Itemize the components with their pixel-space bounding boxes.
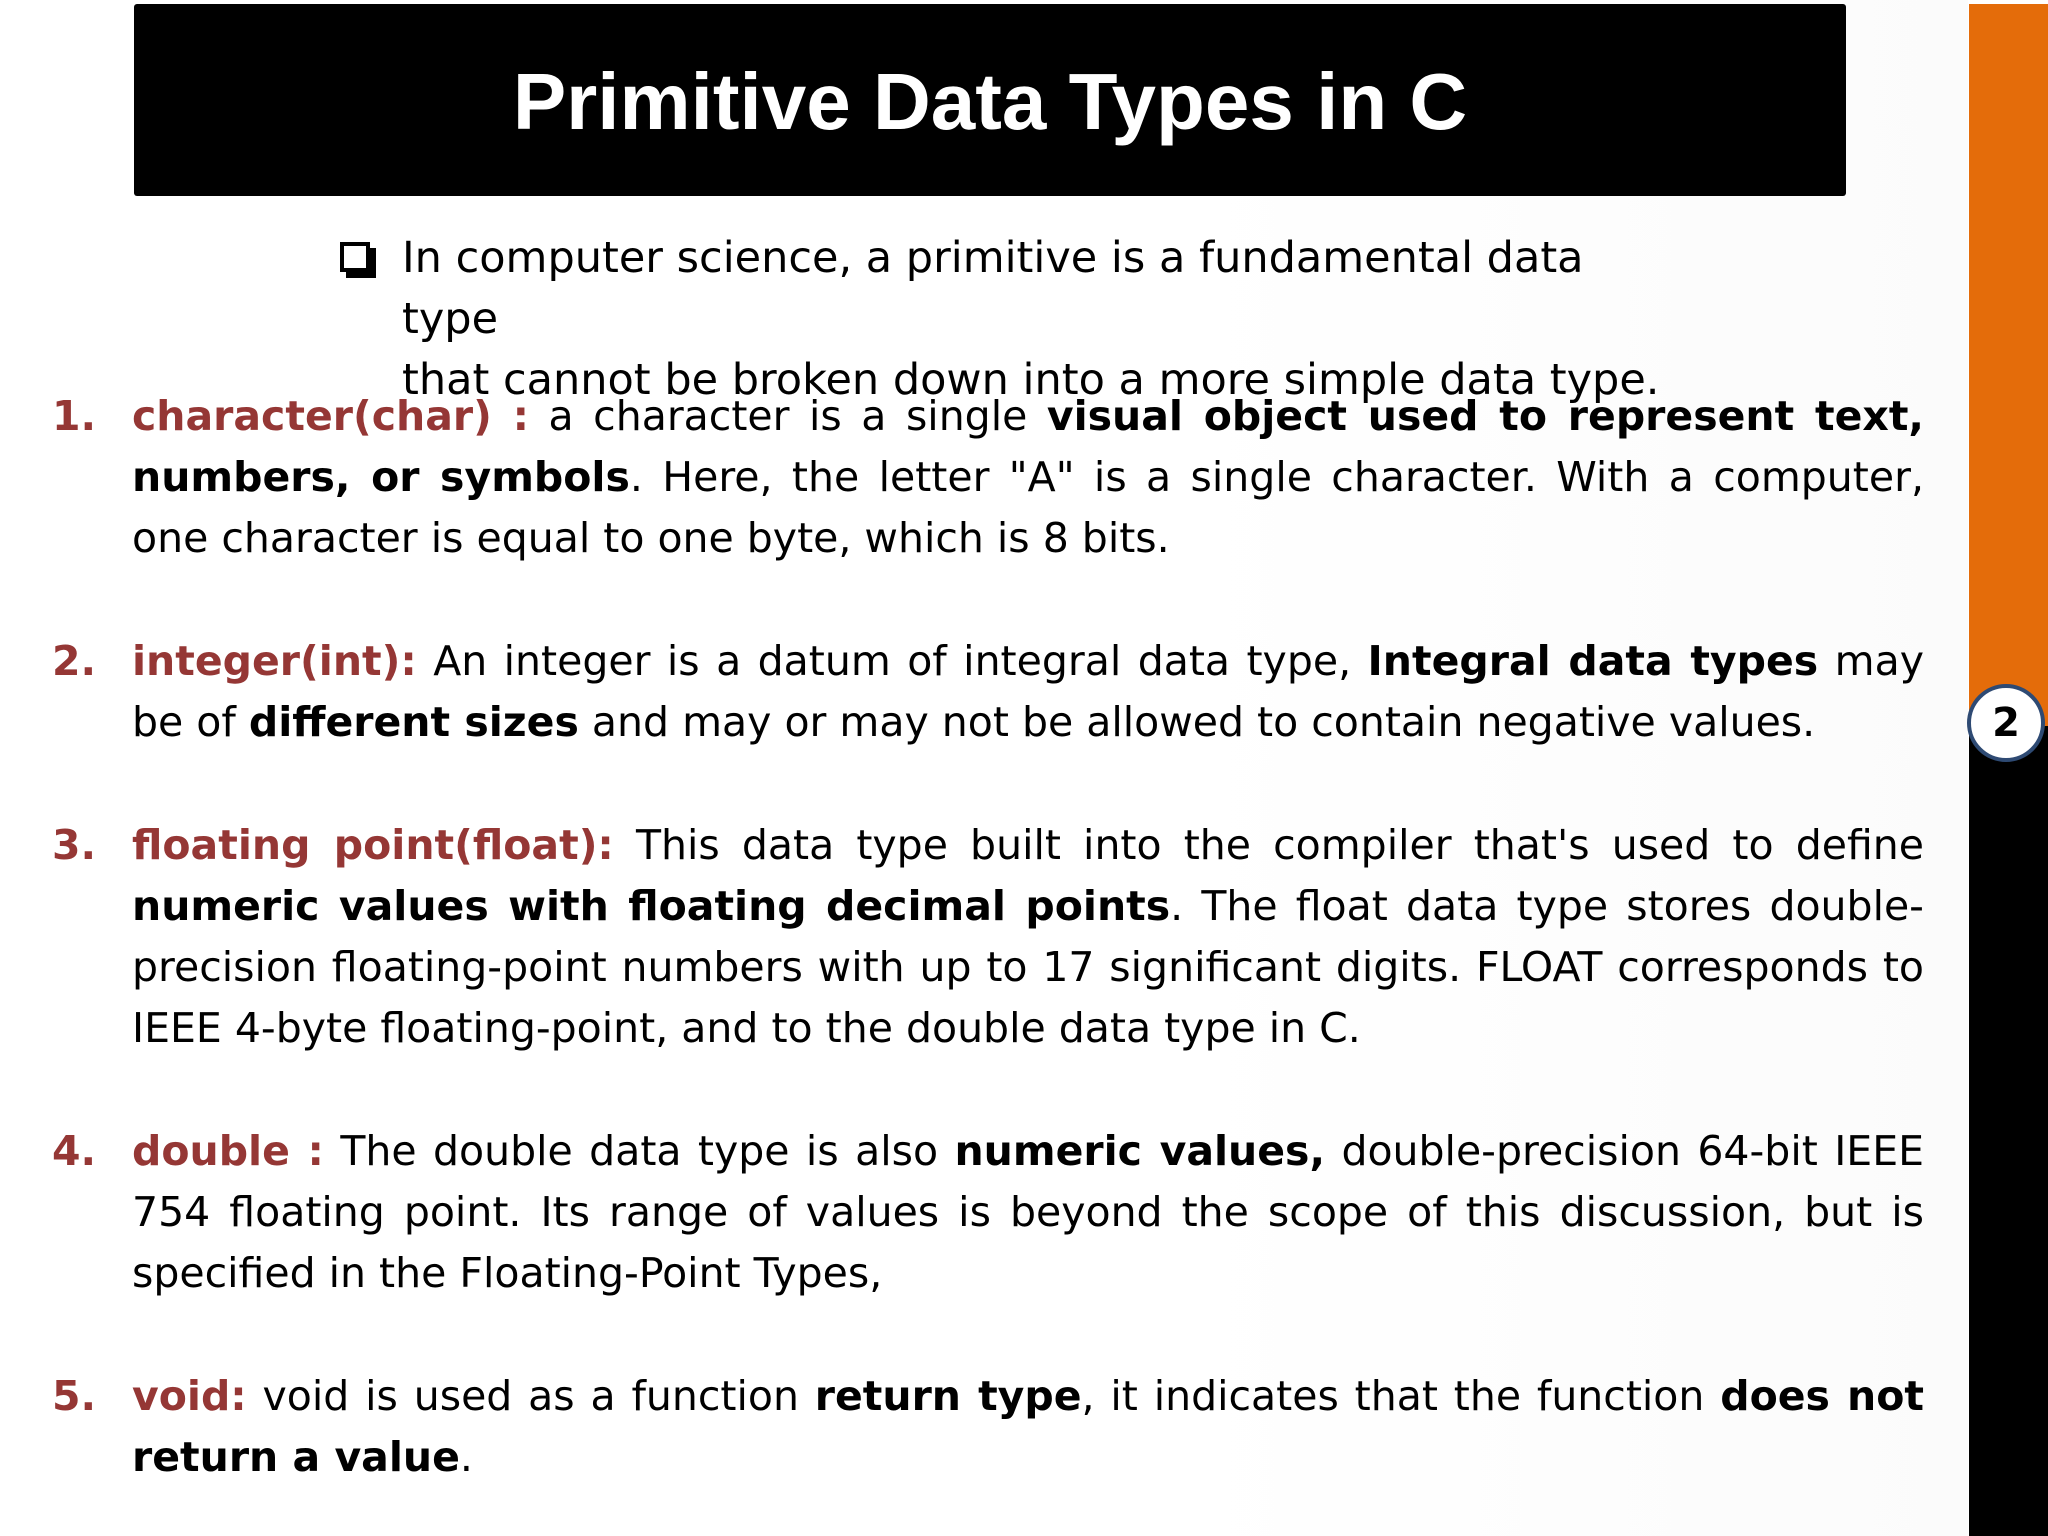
text-segment: and may or may not be allowed to contain negative values.: [578, 698, 1816, 746]
bold-segment: visual object used to represent text, numbers, or symbols: [132, 392, 1924, 501]
intro-line-2: that cannot be broken down into a more simple data type.: [402, 355, 1660, 405]
item-term: void:: [132, 1372, 247, 1420]
page-number: 2: [1992, 700, 2020, 746]
page-number-badge: [1967, 684, 2045, 762]
item-description: [132, 1121, 1924, 1304]
item-number: 4.: [52, 1127, 97, 1175]
list-item-int: [52, 631, 1924, 753]
intro-bullet: [340, 228, 1670, 411]
item-term: character(char) :: [132, 392, 529, 440]
bold-segment: different sizes: [248, 698, 579, 746]
intro-text: [402, 228, 1670, 411]
item-description: [132, 631, 1924, 753]
list-item-char: [52, 386, 1924, 569]
intro-line-1: In computer science, a primitive is a fundamental data type: [402, 233, 1584, 344]
item-number: 1.: [52, 392, 97, 440]
item-number: 2.: [52, 637, 97, 685]
text-segment: An integer is a datum of integral data type,: [416, 637, 1368, 685]
item-term: floating point(float):: [132, 821, 614, 869]
text-segment: double-precision 64-bit IEEE 754 floating point. Its range of values is beyond the scope of this discussion, but is specified in the Floating-Point Types,: [132, 1127, 1925, 1297]
bold-segment: numeric values,: [954, 1127, 1326, 1175]
side-band-black: [1969, 726, 2048, 1536]
item-term: double :: [132, 1127, 324, 1175]
text-segment: . Here, the letter "A" is a single character. With a computer, one character is equal to one byte, which is 8 bits.: [132, 453, 1924, 562]
list-item-float: [52, 815, 1924, 1059]
item-number: 3.: [52, 821, 97, 869]
title-bar: [134, 4, 1846, 196]
bold-segment: does not return a value: [132, 1372, 1924, 1481]
side-band-orange: [1969, 4, 2048, 726]
item-number: 5.: [52, 1372, 97, 1420]
text-segment: . The float data type stores double-precision floating-point numbers with up to 17 significant digits. FLOAT corresponds to IEEE 4-byte floating-point, and to the double data type in C.: [132, 882, 1924, 1052]
text-segment: .: [459, 1433, 473, 1481]
item-term: integer(int):: [132, 637, 417, 685]
list-item-void: [52, 1366, 1924, 1488]
text-segment: void is used as a function: [246, 1372, 815, 1420]
text-segment: a character is a single: [529, 392, 1047, 440]
item-description: [132, 386, 1924, 569]
bold-segment: Integral data types: [1367, 637, 1819, 685]
text-segment: , it indicates that the function: [1081, 1372, 1721, 1420]
checkbox-bullet-icon: [340, 242, 380, 282]
text-segment: The double data type is also: [323, 1127, 955, 1175]
data-type-list: [52, 386, 1924, 1488]
bold-segment: numeric values with floating decimal points: [132, 882, 1171, 930]
side-decoration-band: [1969, 4, 2048, 1536]
text-segment: may be of: [132, 637, 1924, 746]
text-segment: This data type built into the compiler that's used to define: [613, 821, 1924, 869]
list-item-double: [52, 1121, 1924, 1304]
slide-title: Primitive Data Types in C: [512, 57, 1468, 146]
item-description: [132, 815, 1924, 1059]
item-description: [132, 1366, 1924, 1488]
bold-segment: return type: [814, 1372, 1082, 1420]
